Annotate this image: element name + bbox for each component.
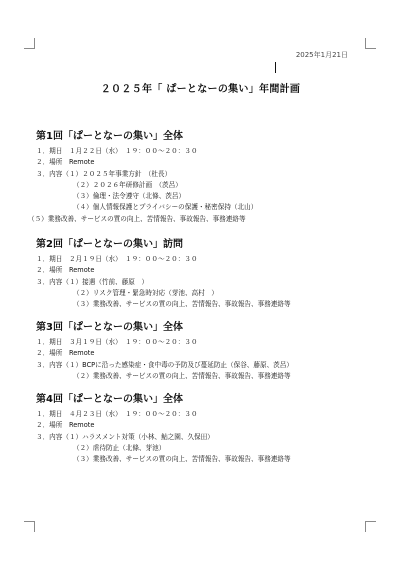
- content-line: ３．内容（１）２０２５年事業方針 （杜長）: [36, 169, 172, 178]
- section-4: [36, 391, 366, 465]
- crop-mark-top-left: [24, 38, 35, 49]
- section-3: [36, 319, 366, 382]
- content-line: ３．内容（１）BCPに沿った感染症・食中毒の予防及び蔓延防止（保谷、藤原、茨呂）: [36, 360, 293, 369]
- content-line: （２）業務改善、サービスの質の向上、苦情報告、事故報告、事務連絡等: [73, 371, 291, 380]
- content-line: （２）２０２６年研修計画 （茨呂）: [73, 180, 182, 189]
- venue-line: ２．場所 Remote: [36, 158, 95, 167]
- content-line: （３）倫理・法令遵守（北條、茨呂）: [73, 192, 186, 201]
- crop-mark-top-right: [365, 38, 376, 49]
- date-line: １．期日 ２月１９日（水） １９：００〜２０：３０: [36, 255, 198, 263]
- date-line: １．期日 ３月１９日（水） １９：００〜２０：３０: [36, 338, 198, 346]
- section-title: 第3回「ぱーとなーの集い」全体: [36, 322, 183, 333]
- venue-line: ２．場所 Remote: [36, 266, 95, 275]
- content-line: （３）業務改善、サービスの質の向上、苦情報告、事故報告、事務連絡等: [73, 455, 291, 464]
- content-line: ３．内容（１）ハラスメント対策（小林、鮎之園、久保田）: [36, 432, 214, 441]
- venue-line: ２．場所 Remote: [36, 421, 95, 430]
- content-line: （３）業務改善、サービスの質の向上、苦情報告、事故報告、事務連絡等: [73, 300, 291, 309]
- section-title: 第2回「ぱーとなーの集い」訪問: [36, 239, 183, 250]
- section-2: [36, 236, 366, 310]
- content-line: ３．内容（１）接遇（竹前、藤原 ）: [36, 277, 149, 286]
- venue-line: ２．場所 Remote: [36, 349, 95, 358]
- text-cursor: [275, 62, 276, 73]
- document-title: ２０２５年「 ぱーとなーの集い」年間計画: [100, 84, 301, 95]
- document-date: 2025年1月21日: [295, 51, 348, 59]
- section-title: 第1回「ぱーとなーの集い」全体: [36, 131, 183, 142]
- content-line: （４）個人情報保護とプライバシーの保護・秘密保持（北山）: [73, 203, 258, 212]
- content-line: （２）虐待防止（北條、芽池）: [73, 443, 166, 452]
- section-1: [28, 128, 366, 225]
- crop-mark-bottom-right: [365, 521, 376, 532]
- content-line: （５）業務改善、サービスの質の向上、苦情報告、事故報告、事務連絡等: [28, 214, 246, 223]
- date-line: １．期日 ４月２３日（水） １９：００〜２０：３０: [36, 410, 198, 418]
- date-line: １．期日 １月２２日（水） １９：００〜２０：３０: [36, 147, 198, 155]
- content-line: （２）リスク管理・緊急時対応（芽池、高村 ）: [73, 288, 218, 297]
- crop-mark-bottom-left: [24, 521, 35, 532]
- section-title: 第4回「ぱーとなーの集い」全体: [36, 394, 183, 405]
